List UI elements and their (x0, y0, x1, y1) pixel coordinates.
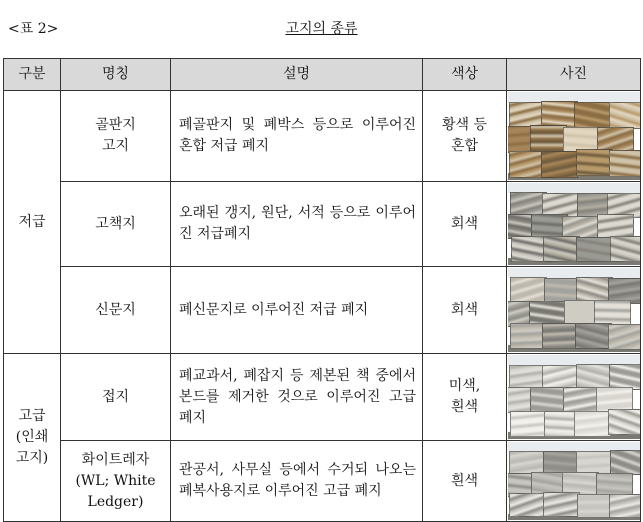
color-line: 미색, (448, 378, 481, 394)
name-line: 고지 (101, 138, 130, 154)
name-line: (WL; White (75, 472, 156, 489)
column-header-description: 설명 (171, 59, 423, 91)
table-header-row (4, 59, 641, 91)
name-line: 고책지 (95, 215, 136, 232)
color-cell (423, 267, 507, 354)
photo-cell (507, 182, 641, 267)
name-line: 화이트레자 (81, 451, 150, 468)
column-header-name: 명칭 (61, 59, 171, 91)
color-line: 흰색 (450, 399, 479, 415)
table-row (4, 354, 641, 441)
column-header-color: 색상 (423, 59, 507, 91)
table-row (4, 91, 641, 182)
category-label: 고급 (18, 408, 46, 424)
table-number: <표 2> (8, 21, 59, 37)
category-cell-low-grade (4, 91, 61, 354)
name-cell (61, 267, 171, 354)
name-line: 신문지 (95, 301, 136, 318)
name-line: 골판지 (95, 117, 136, 133)
old-book-paper-bales-photo (508, 183, 640, 265)
photo-cell (507, 91, 641, 182)
table-row (4, 182, 641, 267)
name-cell (61, 182, 171, 267)
description-cell: 오래된 갱지, 원단, 서적 등으로 이루어진 저급폐지 (171, 182, 423, 267)
category-cell-high-grade (4, 354, 61, 522)
column-header-category: 구분 (4, 59, 61, 91)
color-cell (423, 354, 507, 441)
color-line: 회색 (450, 215, 479, 232)
name-cell (61, 441, 171, 522)
category-label: 고지) (15, 450, 49, 466)
name-cell (61, 91, 171, 182)
description-cell: 폐골판지 및 폐박스 등으로 이루어진 혼합 저급 폐지 (171, 91, 423, 182)
color-cell (423, 91, 507, 182)
table-row (4, 441, 641, 522)
category-label: 저급 (18, 213, 46, 230)
description-cell: 폐신문지로 이루어진 저급 폐지 (171, 267, 423, 354)
book-paper-bales-photo (508, 355, 640, 439)
table-title: 고지의 종류 (285, 21, 358, 37)
paper-types-table (3, 58, 641, 522)
column-header-photo: 사진 (507, 59, 641, 91)
white-ledger-bale-photo (508, 442, 640, 520)
color-cell (423, 182, 507, 267)
photo-cell (507, 354, 641, 441)
color-line: 회색 (450, 301, 479, 318)
newspaper-bales-photo (508, 268, 640, 352)
name-line: Ledger) (87, 493, 144, 510)
category-label: (인쇄 (15, 429, 49, 445)
color-line: 흰색 (450, 472, 479, 489)
name-line: 접지 (101, 388, 130, 405)
cardboard-bales-photo (508, 92, 640, 180)
table-row (4, 267, 641, 354)
photo-cell (507, 441, 641, 522)
color-line: 황색 등 (441, 117, 488, 133)
description-cell: 폐교과서, 폐잡지 등 제본된 책 중에서 본드를 제거한 것으로 이루어진 고급 폐지 (171, 354, 423, 441)
name-cell (61, 354, 171, 441)
color-cell (423, 441, 507, 522)
color-line: 혼합 (450, 138, 479, 154)
description-cell: 관공서, 사무실 등에서 수거되 나오는 폐복사용지로 이루어진 고급 폐지 (171, 441, 423, 522)
photo-cell (507, 267, 641, 354)
